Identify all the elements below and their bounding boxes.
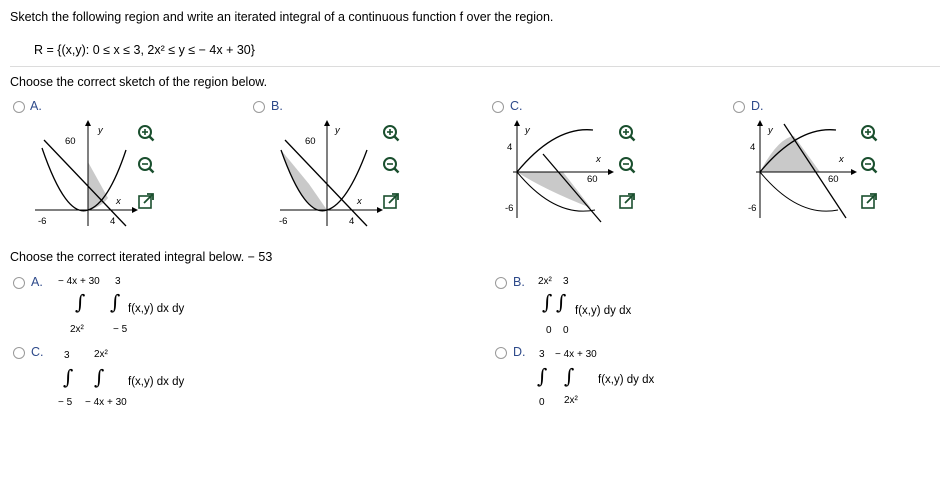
- popout-icon[interactable]: [382, 192, 400, 210]
- zoom-in-icon[interactable]: [860, 124, 878, 142]
- zoom-out-icon[interactable]: [618, 156, 636, 174]
- integral-sign: ∫: [564, 364, 575, 388]
- graph-a-xtick-right: 4: [110, 216, 116, 227]
- radio-integral-c[interactable]: [13, 347, 25, 359]
- integral-sign: ∫: [75, 290, 86, 314]
- integral-c-outer-upper: 3: [64, 350, 70, 361]
- sketch-c-label: C.: [510, 99, 523, 113]
- integral-b-outer-lower: 0: [546, 325, 552, 336]
- graph-d-ytick-bottom: -6: [748, 203, 757, 214]
- radio-integral-d[interactable]: [495, 347, 507, 359]
- popout-icon[interactable]: [618, 192, 636, 210]
- region-c: [517, 172, 591, 208]
- integral-sign: ∫: [556, 290, 567, 314]
- integral-b-inner-upper: 3: [563, 276, 569, 287]
- graph-c: [505, 118, 615, 223]
- graph-d-ylabel: y: [768, 125, 773, 136]
- graph-d: [748, 118, 858, 223]
- integral-c-inner-upper: 2x²: [94, 349, 108, 360]
- integral-a-inner-upper: 3: [115, 276, 121, 287]
- zoom-out-icon[interactable]: [137, 156, 155, 174]
- popout-icon[interactable]: [137, 192, 155, 210]
- graph-b-xlabel: x: [357, 196, 362, 207]
- radio-sketch-d[interactable]: [733, 101, 745, 113]
- integral-a-outer-upper: − 4x + 30: [58, 276, 100, 287]
- integral-c-label: C.: [31, 345, 44, 359]
- graph-c-ytick-top: 4: [507, 142, 513, 153]
- graph-d-xlabel: x: [839, 154, 844, 165]
- integral-prompt: Choose the correct iterated integral below. − 53: [10, 250, 273, 264]
- graph-b-xtick-right: 4: [349, 216, 355, 227]
- zoom-out-icon[interactable]: [382, 156, 400, 174]
- graph-a-xlabel: x: [116, 196, 121, 207]
- integral-c-inner-lower: − 4x + 30: [85, 397, 127, 408]
- region-a: [88, 162, 108, 210]
- graph-c-ytick-bottom: -6: [505, 203, 514, 214]
- integral-d-outer-upper: 3: [539, 349, 545, 360]
- sketch-b-label: B.: [271, 99, 283, 113]
- graph-b: [275, 118, 385, 230]
- graph-c-ylabel: y: [525, 125, 530, 136]
- integral-b-integrand: f(x,y) dy dx: [575, 305, 632, 317]
- sketch-prompt: Choose the correct sketch of the region below.: [10, 75, 268, 89]
- integral-d-outer-lower: 0: [539, 397, 545, 408]
- integral-sign: ∫: [542, 290, 553, 314]
- integral-sign: ∫: [110, 290, 121, 314]
- integral-b-label: B.: [513, 275, 525, 289]
- parabola-c: [517, 130, 593, 172]
- integral-sign: ∫: [537, 364, 548, 388]
- integral-sign: ∫: [94, 365, 105, 389]
- radio-integral-b[interactable]: [495, 277, 507, 289]
- region-definition: R = {(x,y): 0 ≤ x ≤ 3, 2x² ≤ y ≤ − 4x + 30}: [34, 43, 255, 57]
- zoom-in-icon[interactable]: [137, 124, 155, 142]
- graph-b-ylabel: y: [335, 125, 340, 136]
- integral-c-outer-lower: − 5: [58, 397, 73, 408]
- integral-a-inner-lower: − 5: [113, 324, 128, 335]
- radio-sketch-c[interactable]: [492, 101, 504, 113]
- graph-c-xlabel: x: [596, 154, 601, 165]
- integral-d-inner-lower: 2x²: [564, 395, 578, 406]
- graph-a-ytick: 60: [65, 136, 76, 147]
- integral-a-label: A.: [31, 275, 43, 289]
- graph-d-ytick-top: 4: [750, 142, 756, 153]
- radio-sketch-a[interactable]: [13, 101, 25, 113]
- graph-c-xtick: 60: [587, 174, 598, 185]
- integral-b-inner-lower: 0: [563, 325, 569, 336]
- popout-icon[interactable]: [860, 192, 878, 210]
- integral-c-integrand: f(x,y) dx dy: [128, 376, 185, 388]
- graph-a-ylabel: y: [98, 125, 103, 136]
- graph-b-xtick-left: -6: [279, 216, 288, 227]
- zoom-out-icon[interactable]: [860, 156, 878, 174]
- problem-instruction: Sketch the following region and write an iterated integral of a continuous function f over the region.: [10, 10, 554, 24]
- graph-a: [30, 118, 140, 230]
- integral-d-integrand: f(x,y) dy dx: [598, 374, 655, 386]
- zoom-in-icon[interactable]: [618, 124, 636, 142]
- integral-d-label: D.: [513, 345, 526, 359]
- integral-d-inner-upper: − 4x + 30: [555, 349, 597, 360]
- lower-curve-d: [760, 172, 838, 211]
- graph-d-xtick: 60: [828, 174, 839, 185]
- region-d: [760, 136, 820, 172]
- graph-a-xtick-left: -6: [38, 216, 47, 227]
- graph-b-ytick: 60: [305, 136, 316, 147]
- radio-integral-a[interactable]: [13, 277, 25, 289]
- sketch-d-label: D.: [751, 99, 764, 113]
- integral-a-integrand: f(x,y) dx dy: [128, 303, 185, 315]
- separator: [10, 66, 940, 67]
- integral-sign: ∫: [63, 365, 74, 389]
- zoom-in-icon[interactable]: [382, 124, 400, 142]
- integral-b-outer-upper: 2x²: [538, 276, 552, 287]
- parabola-a: [42, 148, 126, 211]
- integral-a-outer-lower: 2x²: [70, 324, 84, 335]
- sketch-a-label: A.: [30, 99, 42, 113]
- radio-sketch-b[interactable]: [253, 101, 265, 113]
